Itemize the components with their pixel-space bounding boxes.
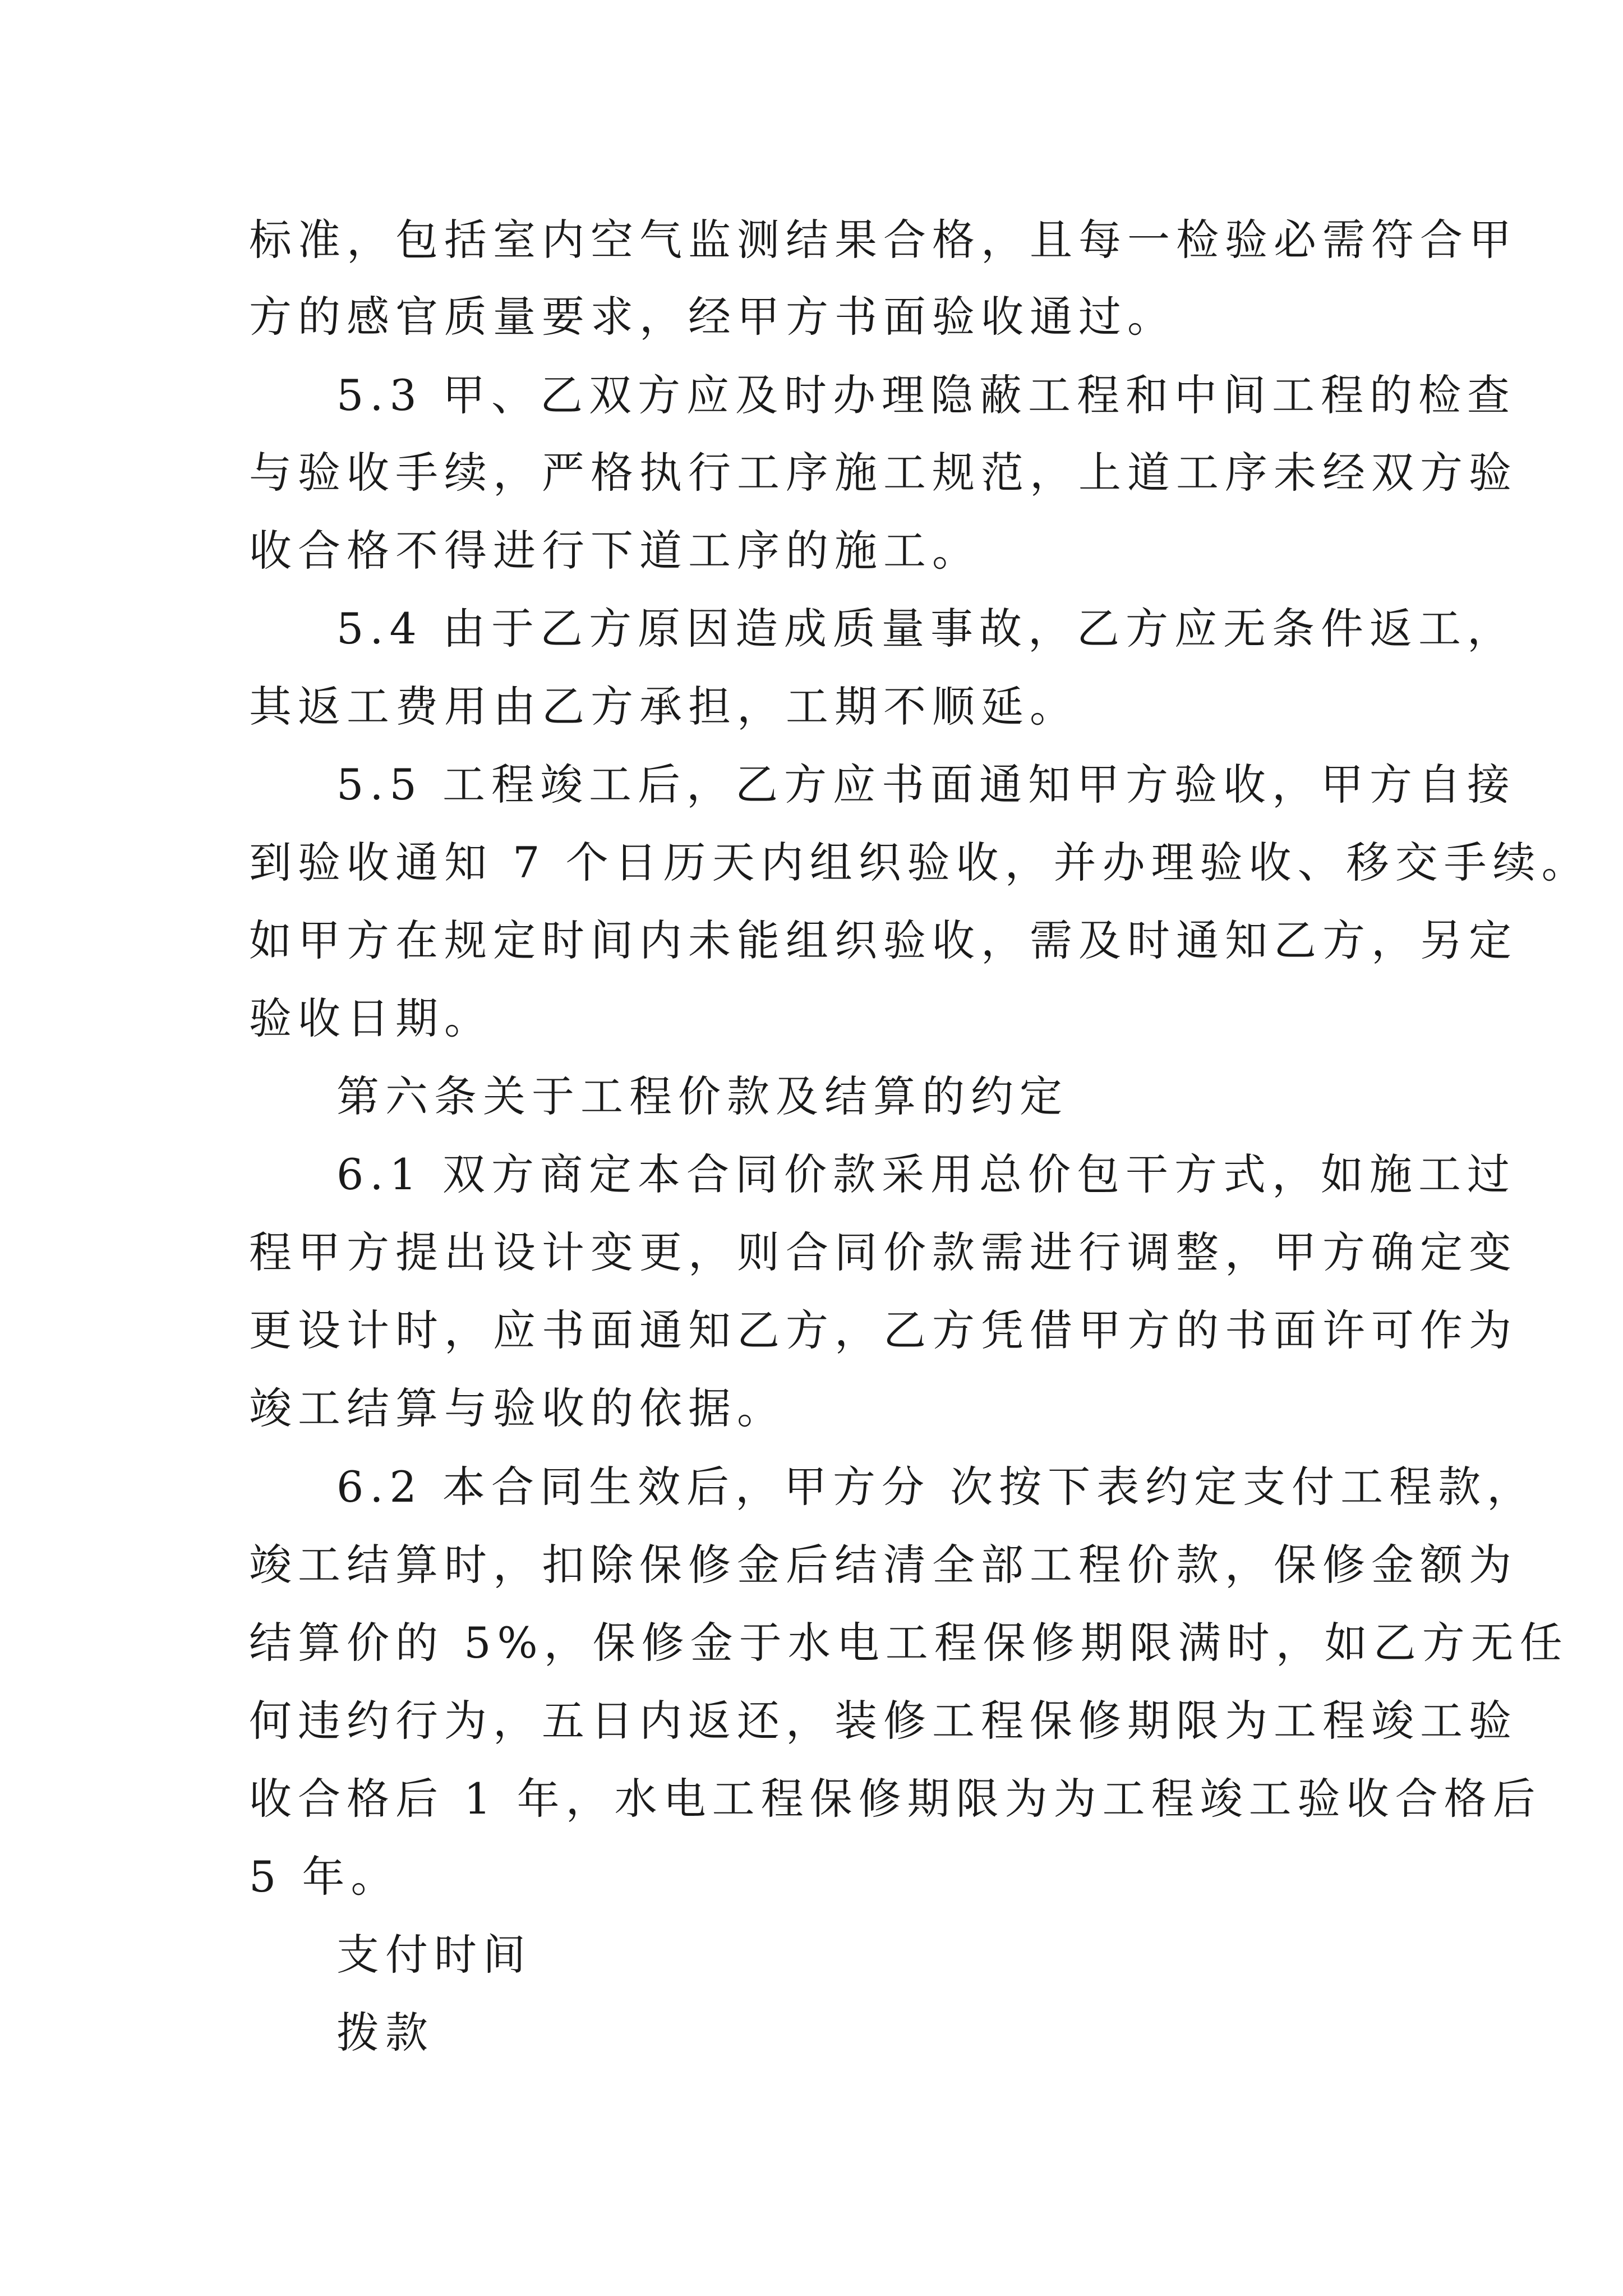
clause-5-5-line: 5.5 工程竣工后，乙方应书面通知甲方验收，甲方自接 bbox=[336, 760, 1516, 809]
payment-amount-label: 拨款 bbox=[336, 2008, 434, 2058]
paragraph-line: 验收日期。 bbox=[249, 993, 493, 1043]
clause-6-1-line: 6.1 双方商定本合同价款采用总价包干方式，如施工过 bbox=[336, 1149, 1516, 1199]
clause-5-3-line: 5.3 甲、乙双方应及时办理隐蔽工程和中间工程的检查 bbox=[336, 370, 1516, 420]
paragraph-line: 收合格后 1 年，水电工程保修期限为为工程竣工验收合格后 bbox=[249, 1774, 1542, 1824]
paragraph-line: 竣工结算与验收的依据。 bbox=[249, 1383, 786, 1433]
payment-time-label: 支付时间 bbox=[336, 1930, 532, 1980]
paragraph-line: 程甲方提出设计变更，则合同价款需进行调整，甲方确定变 bbox=[249, 1227, 1518, 1277]
paragraph-line: 与验收手续，严格执行工序施工规范，上道工序未经双方验 bbox=[249, 448, 1518, 498]
paragraph-line: 到验收通知 7 个日历天内组织验收，并办理验收、移交手续。 bbox=[249, 838, 1590, 887]
paragraph-line: 方的感官质量要求，经甲方书面验收通过。 bbox=[249, 292, 1176, 342]
paragraph-line: 如甲方在规定时间内未能组织验收，需及时通知乙方，另定 bbox=[249, 915, 1518, 965]
paragraph-line: 5 年。 bbox=[249, 1852, 400, 1902]
article-6-heading: 第六条关于工程价款及结算的约定 bbox=[336, 1071, 1068, 1121]
paragraph-line: 其返工费用由乙方承担，工期不顺延。 bbox=[249, 682, 1078, 731]
paragraph-line: 更设计时，应书面通知乙方，乙方凭借甲方的书面许可作为 bbox=[249, 1305, 1518, 1355]
paragraph-line: 收合格不得进行下道工序的施工。 bbox=[249, 526, 981, 576]
clause-5-4-line: 5.4 由于乙方原因造成质量事故，乙方应无条件返工， bbox=[336, 604, 1516, 654]
clause-6-2-line: 6.2 本合同生效后，甲方分 次按下表约定支付工程款， bbox=[336, 1462, 1536, 1512]
paragraph-line: 结算价的 5%，保修金于水电工程保修期限满时，如乙方无任 bbox=[249, 1618, 1569, 1668]
paragraph-line: 竣工结算时，扣除保修金后结清全部工程价款，保修金额为 bbox=[249, 1540, 1518, 1590]
paragraph-line: 何违约行为，五日内返还，装修工程保修期限为工程竣工验 bbox=[249, 1696, 1518, 1746]
paragraph-line: 标准，包括室内空气监测结果合格，且每一检验必需符合甲 bbox=[249, 215, 1518, 265]
